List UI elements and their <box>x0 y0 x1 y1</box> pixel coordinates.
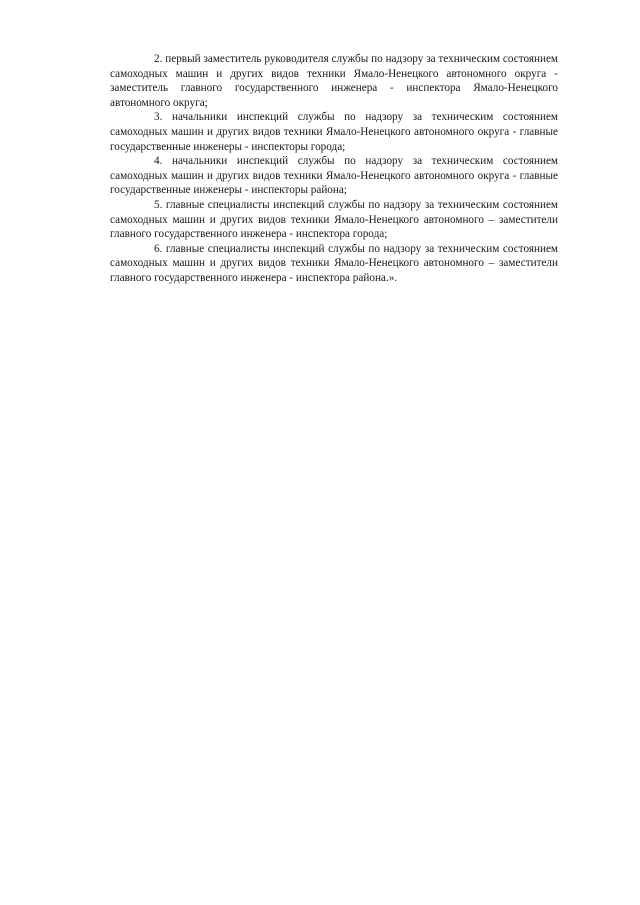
paragraph-item-4: 4. начальники инспекций службы по надзору за техническим состоянием самоходных машин и других видов техники Ямало-Ненецкого автономного округа - главные государственные инженеры - инспекторы района; <box>110 155 558 197</box>
document-body <box>110 52 558 286</box>
paragraph-item-3: 3. начальники инспекций службы по надзору за техническим состоянием самоходных машин и других видов техники Ямало-Ненецкого автономного округа - главные государственные инженеры - инспекторы города; <box>110 111 558 153</box>
paragraph-item-2: 2. первый заместитель руководителя службы по надзору за техническим состоянием самоходных машин и других видов техники Ямало-Ненецкого автономного округа - заместитель главного государственного инженера - инспектора Ямало-Ненецкого автономного округа; <box>110 53 558 109</box>
paragraph-item-5: 5. главные специалисты инспекций службы по надзору за техническим состоянием самоходных машин и других видов техники Ямало-Ненецкого автономного – заместители главного государственного инженера - инспектора города; <box>110 198 558 241</box>
paragraph-item-6: 6. главные специалисты инспекций службы по надзору за техническим состоянием самоходных машин и других видов техники Ямало-Ненецкого автономного – заместители главного государственного инженера - инспектора района.». <box>110 242 558 284</box>
